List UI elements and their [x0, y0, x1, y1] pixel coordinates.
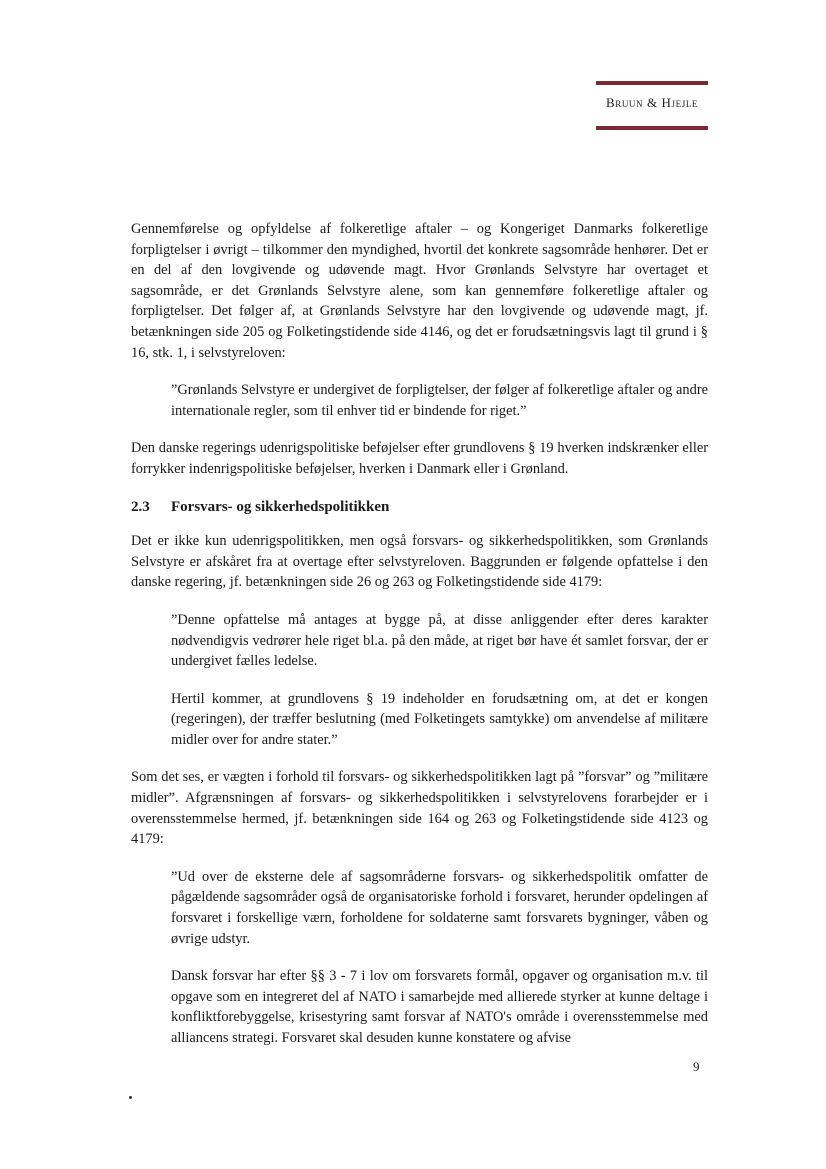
paragraph-1: Gennemførelse og opfyldelse af folkeretlige aftaler – og Kongeriget Danmarks folkeretlige forpligtelser i øvrigt – tilkommer den myndighed, hvortil det konkrete sagsområde henhører. Det er en del af den lovgivende og udøvende magt. Hvor Grønlands Selvstyre har overtaget et sagsområde, er det Grønlands Selvstyre alene, som kan gennemføre folkeretlige aftaler og forpligtelser. Det følger af, at Grønlands Selvstyre har den lovgivende og udøvende magt, jf. betænkningen side 205 og Folketingstidende side 4146, og det er forudsætningsvis lagt til grund i § 16, stk. 1, i selvstyreloven:	[131, 221, 708, 361]
brand-name: Bruun & Hjejle	[605, 95, 699, 110]
header-bottom-rule	[596, 126, 708, 130]
section-heading	[131, 497, 708, 518]
quote-1: ”Grønlands Selvstyre er undergivet de forpligtelser, der følger af folkeretlige aftaler og andre internationale regler, som til enhver tid er bindende for riget.”	[171, 382, 708, 419]
paragraph-3: Det er ikke kun udenrigspolitikken, men også forsvars- og sikkerhedspolitikken, som Grønlands Selvstyre er afskåret fra at overtage efter selvstyreloven. Baggrunden er følgende opfattelse i den danske regering, jf. betænkningen side 26 og 263 og Folketingstidende side 4179:	[131, 533, 708, 591]
quote-2: ”Denne opfattelse må antages at bygge på, at disse anliggender efter deres karakter nødvendigvis vedrører hele riget bl.a. på den måde, at riget bør have ét samlet forsvar, der er undergivet fælles ledelse.	[171, 611, 708, 670]
section-number: 2.3	[131, 498, 150, 515]
paragraph-4: Som det ses, er vægten i forhold til forsvars- og sikkerhedspolitikken lagt på ”forsvar” og ”militære midler”. Afgrænsningen af forsvars- og sikkerhedspolitikken i selvstyrelovens forarbejder er i overensstemmelse hermed, jf. betænkningen side 164 og 263 og Folketingstidende side 4123 og 4179:	[131, 769, 708, 848]
header-top-rule	[596, 81, 708, 85]
section-title: Forsvars- og sikkerhedspolitikken	[171, 498, 390, 515]
quote-3: Hertil kommer, at grundlovens § 19 indeholder en forudsætning om, at det er kongen (regeringen), der træffer beslutning (med Folketingets samtykke) om anvendelse af militære midler over for andre stater.”	[171, 690, 708, 748]
quote-5: Dansk forsvar har efter §§ 3 - 7 i lov om forsvarets formål, opgaver og organisation m.v. til opgave som en integreret del af NATO i samarbejde med allierede styrker at kunne deltage i konfliktforebyggelse, krisestyring samt forsvar af NATO's område i overensstemmelse med alliancens strategi. Forsvaret skal desuden kunne konstatere og afvise	[171, 968, 708, 1046]
scan-speck	[129, 1096, 132, 1099]
page-body	[131, 219, 708, 1066]
paragraph-2: Den danske regerings udenrigspolitiske beføjelser efter grundlovens § 19 hverken indskrænker eller forrykker indenrigspolitiske beføjelser, hverken i Danmark eller i Grønland.	[131, 440, 708, 477]
page-number: 9	[693, 1059, 700, 1074]
quote-4: ”Ud over de eksterne dele af sagsområderne forsvars- og sikkerhedspolitik omfatter de pågældende sagsområder også de organisatoriske forhold i forsvaret, herunder opdelingen af forsvaret i forskellige værn, forholdene for soldaterne samt forsvarets bygninger, våben og øvrige udstyr.	[171, 868, 708, 947]
